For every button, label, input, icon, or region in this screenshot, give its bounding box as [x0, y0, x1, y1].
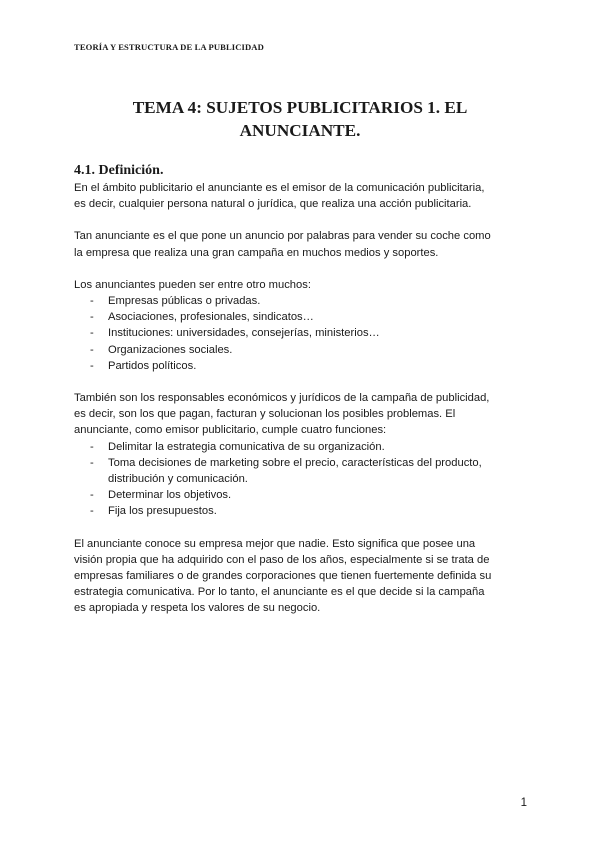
list-item: [74, 455, 534, 487]
list-item: [74, 487, 534, 503]
list-item-text: Delimitar la estrategia comunicativa de su organización.: [108, 440, 385, 453]
paragraph-line: También son los responsables económicos y jurídicos de la campaña de publicidad,: [74, 392, 490, 405]
advertiser-types-list: [74, 293, 534, 374]
list-item: [74, 325, 534, 341]
list-item-text: Asociaciones, profesionales, sindicatos…: [108, 311, 314, 324]
list-item: [74, 293, 534, 309]
list-dash: -: [90, 295, 94, 308]
paragraph-3: Los anunciantes pueden ser entre otro muchos:: [74, 278, 311, 291]
list-dash: -: [90, 359, 94, 372]
list-item-text: Fija los presupuestos.: [108, 505, 217, 518]
paragraph-line: estrategia comunicativa. Por lo tanto, el anunciante es el que decide si la campaña: [74, 586, 485, 599]
list-dash: -: [90, 489, 94, 502]
list-item: [74, 309, 534, 325]
list-dash: -: [90, 327, 94, 340]
list-item-text: Toma decisiones de marketing sobre el precio, características del producto,: [108, 456, 482, 469]
paragraph-line: En el ámbito publicitario el anunciante es el emisor de la comunicación publicitaria,: [74, 182, 485, 194]
list-item-text-continued: distribución y comunicación.: [108, 473, 248, 486]
paragraph-2: [74, 228, 534, 260]
paragraph-line: anunciante, como emisor publicitario, cumple cuatro funciones:: [74, 424, 387, 437]
list-dash: -: [90, 440, 94, 453]
page-number: 1: [520, 797, 527, 809]
list-dash: -: [90, 505, 94, 518]
advertiser-functions-list: [74, 439, 534, 520]
page-title: [60, 96, 540, 142]
paragraph-line: es decir, cualquier persona natural o jurídica, que realiza una acción publicitaria.: [74, 198, 472, 211]
list-dash: -: [90, 343, 94, 356]
title-line-1: TEMA 4: SUJETOS PUBLICITARIOS 1. EL: [132, 98, 468, 117]
paragraph-line: visión propia que ha adquirido con el paso de los años, especialmente si se trata de: [74, 553, 490, 566]
paragraph-line: empresas familiares o de grandes corporaciones que tienen fuertemente definida su: [74, 570, 492, 583]
list-item-text: Organizaciones sociales.: [108, 343, 233, 356]
running-header: TEORÍA Y ESTRUCTURA DE LA PUBLICIDAD: [74, 42, 264, 52]
list-item-text: Determinar los objetivos.: [108, 489, 232, 502]
document-body: [74, 162, 534, 617]
paragraph-5: [74, 536, 534, 617]
list-item: [74, 358, 534, 374]
paragraph-line: es apropiada y respeta los valores de su negocio.: [74, 602, 321, 615]
section-heading: 4.1. Definición.: [74, 163, 164, 178]
title-line-2: ANUNCIANTE.: [239, 121, 361, 140]
list-item: [74, 503, 534, 519]
paragraph-line: la empresa que realiza una gran campaña en muchos medios y soportes.: [74, 246, 439, 259]
list-item: [74, 342, 534, 358]
paragraph-4: [74, 390, 534, 439]
list-item-text: Empresas públicas o privadas.: [108, 295, 261, 308]
paragraph-1: [74, 180, 534, 212]
paragraph-line: es decir, son los que pagan, facturan y solucionan los posibles problemas. El: [74, 408, 456, 421]
paragraph-line: Tan anunciante es el que pone un anuncio por palabras para vender su coche como: [74, 230, 491, 243]
list-dash: -: [90, 456, 94, 469]
list-item-text: Partidos políticos.: [108, 359, 197, 372]
paragraph-line: El anunciante conoce su empresa mejor que nadie. Esto significa que posee una: [74, 537, 476, 550]
list-item-text: Instituciones: universidades, consejerías, ministerios…: [108, 327, 380, 340]
list-item: [74, 439, 534, 455]
list-dash: -: [90, 311, 94, 324]
